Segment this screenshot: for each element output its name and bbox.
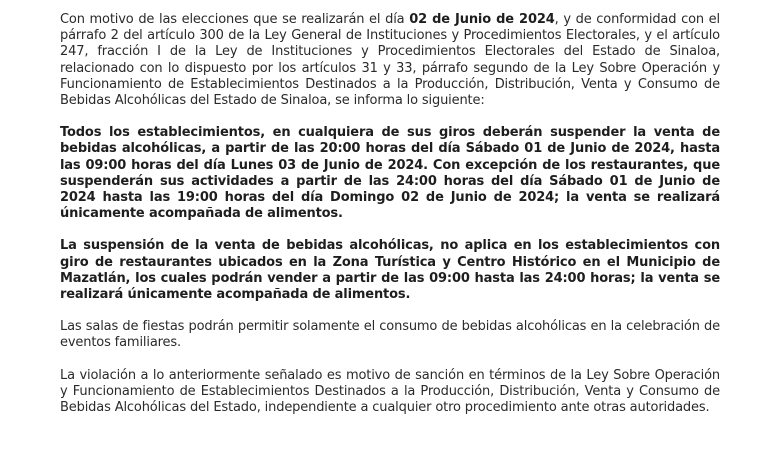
- exception-paragraph: La suspensión de la venta de bebidas alcohólicas, no aplica en los establecimientos con giro de restaurantes ubicados en la Zona Turística y Centro Histórico en el Municipio de Mazatlán, los cuales podrán vender a partir de las 09:00 hasta las 24:00 horas; la venta se realizará únicamente acompañada de alimentos.: [60, 238, 720, 303]
- intro-text-start: Con motivo de las elecciones que se realizarán el día: [60, 12, 410, 27]
- election-date: 02 de Junio de 2024: [409, 12, 555, 27]
- event-halls-paragraph: Las salas de fiestas podrán permitir solamente el consumo de bebidas alcohólicas en la celebración de eventos familiares.: [60, 319, 720, 351]
- suspension-paragraph: Todos los establecimientos, en cualquiera de sus giros deberán suspender la venta de bebidas alcohólicas, a partir de las 20:00 horas del día Sábado 01 de Junio de 2024, hasta las 09:00 horas del día Lunes 03 de Junio de 2024. Con excepción de los restaurantes, que suspenderán sus actividades a partir de las 24:00 horas del día Sábado 01 de Junio de 2024 hasta las 19:00 horas del día Domingo 02 de Junio de 2024; la venta se realizará únicamente acompañada de alimentos.: [60, 125, 720, 222]
- intro-text-end: , y de conformidad con el párrafo 2 del artículo 300 de la Ley General de Instituciones y Procedimientos Electorales, y el artículo 247, fracción I de la Ley de Instituciones y Procedimientos Electorales del Estado de Sinaloa, relacionado con lo dispuesto por los artículos 31 y 33, párrafo segundo de la Ley Sobre Operación y Funcionamiento de Establecimientos Destinados a la Producción, Distribución, Venta y Consumo de Bebidas Alcohólicas del Estado de Sinaloa, se informa lo siguiente:: [60, 12, 720, 109]
- intro-paragraph: [60, 12, 720, 109]
- announcement-document: [60, 12, 720, 416]
- sanction-paragraph: La violación a lo anteriormente señalado es motivo de sanción en términos de la Ley Sobre Operación y Funcionamiento de Establecimientos Destinados a la Producción, Distribución, Venta y Consumo de Bebidas Alcohólicas del Estado, independiente a cualquier otro procedimiento ante otras autoridades.: [60, 367, 720, 416]
